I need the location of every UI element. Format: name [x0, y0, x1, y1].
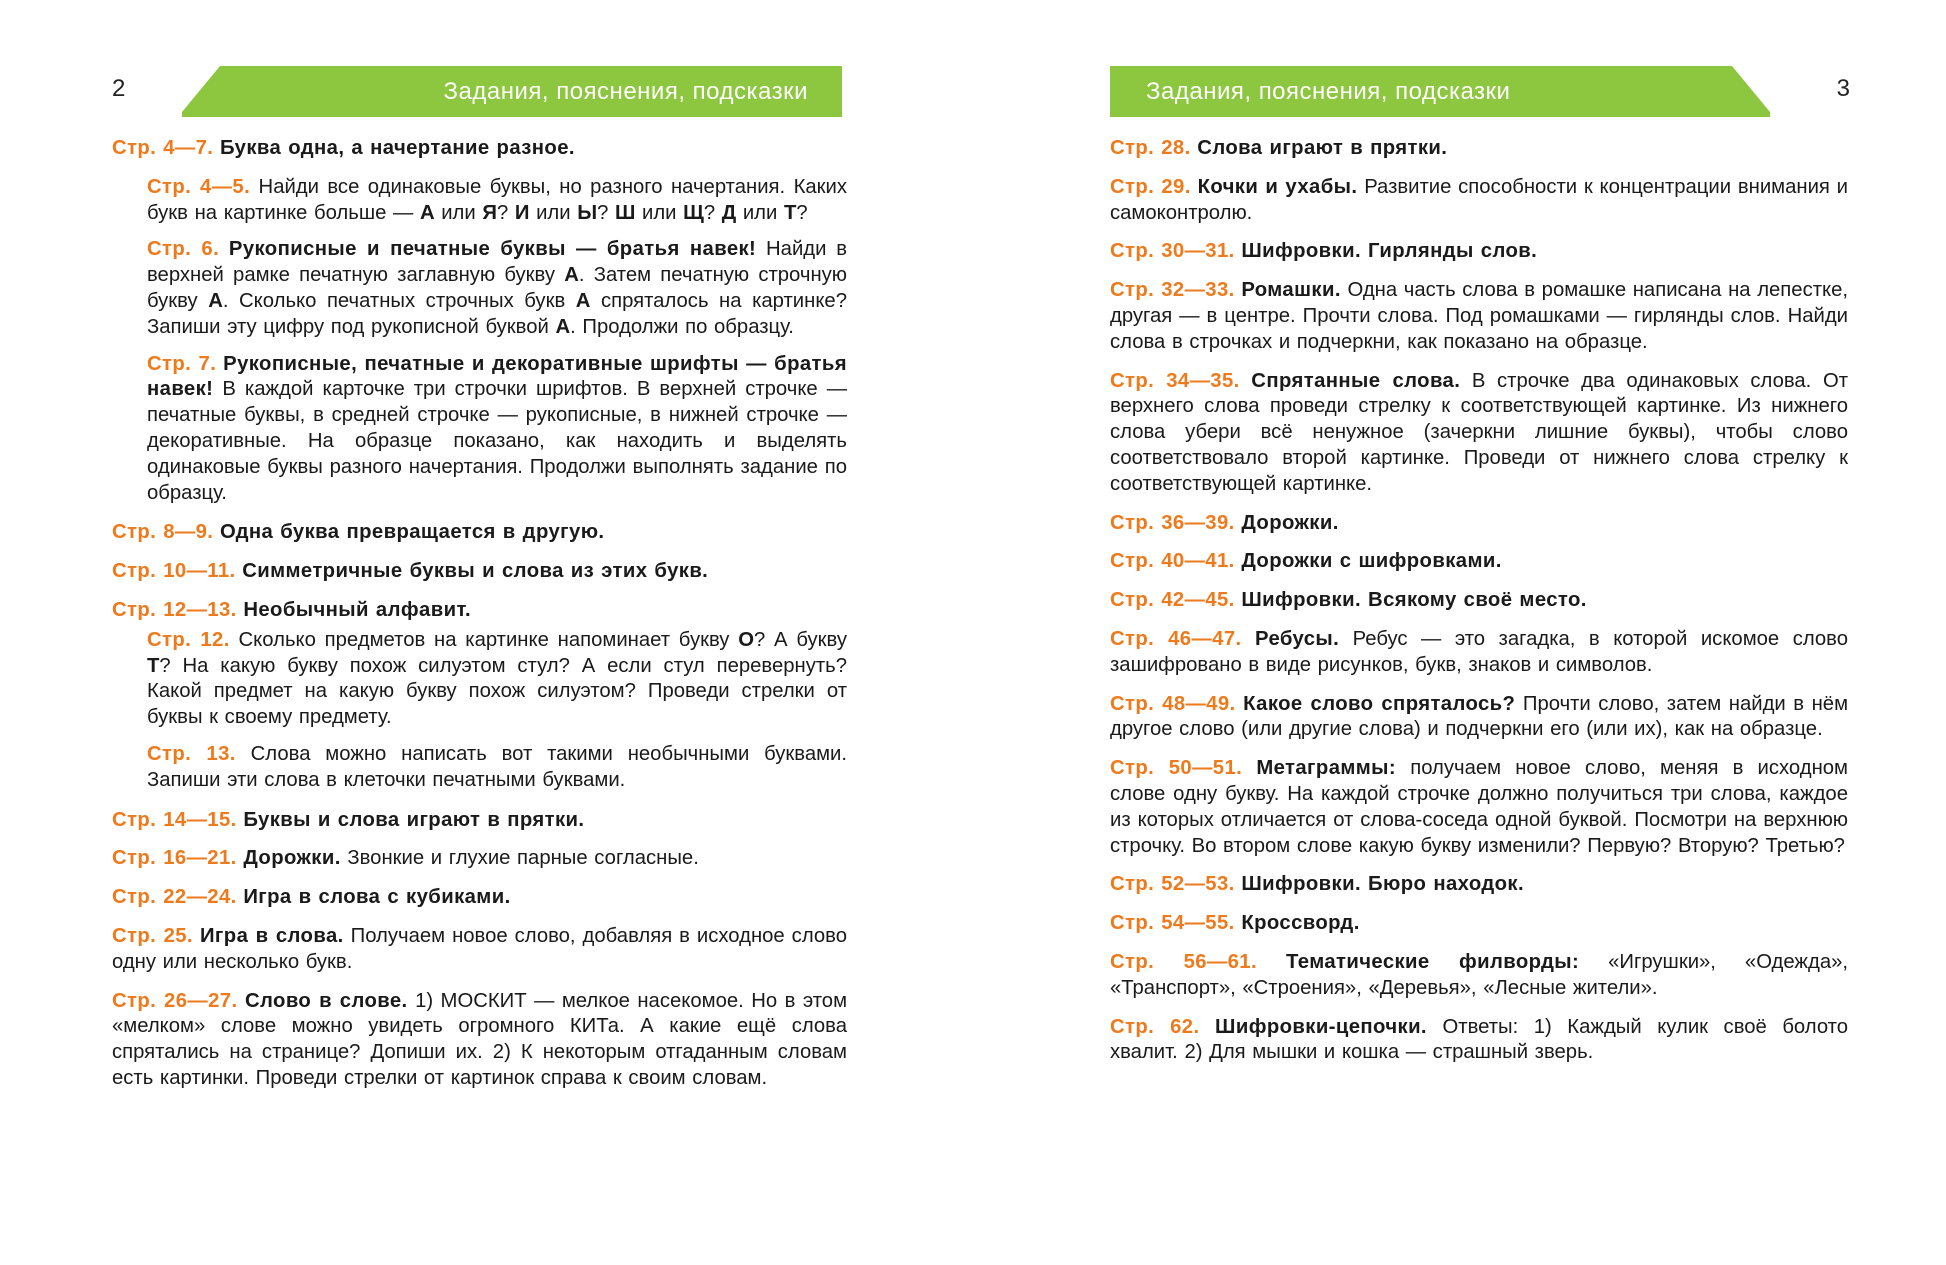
task-title: Дорожки. [1241, 511, 1339, 534]
task-text: Слова можно написать вот такими необычными буквами. Запиши эти слова в клеточки печатными буквами. [147, 742, 848, 791]
page-ref: Стр. 13. [147, 742, 236, 765]
page-ref: Стр. 7. [147, 352, 217, 375]
task-item [1110, 756, 1848, 859]
task-item [1110, 175, 1848, 227]
task-text: Ответы: 1) Каждый кулик своё болото хвалит. 2) Для мышки и кошка — страшный зверь. [1110, 1015, 1849, 1064]
task-item [112, 924, 847, 976]
page-ref: Стр. 52—53. [1110, 873, 1235, 896]
task-item [1110, 239, 1848, 265]
page-ref: Стр. 46—47. [1110, 627, 1242, 650]
task-item [112, 846, 847, 872]
page-ref: Стр. 50—51. [1110, 757, 1243, 780]
task-title: Игра в слова. [199, 924, 344, 947]
task-title: Рукописные, печатные и декоративные шрифты — братья навек! [147, 352, 847, 401]
task-item [1110, 627, 1848, 679]
header-title: Задания, пояснения, подсказки [443, 78, 808, 105]
task-text: «Игрушки», «Одежда», «Транспорт», «Строения», «Деревья», «Лесные жители». [1110, 950, 1849, 999]
page-number: 3 [1836, 75, 1850, 102]
page-ref: Стр. 32—33. [1110, 279, 1235, 302]
page-ref: Стр. 56—61. [1110, 950, 1258, 973]
page-ref: Стр. 48—49. [1110, 692, 1236, 715]
task-title: Кочки и ухабы. [1197, 175, 1358, 198]
task-title: Слово в слове. [244, 989, 408, 1012]
task-text: В строчке два одинаковых слова. От верхнего слова проведи стрелку к соответствующей картинке. Из нижнего слова убери всё ненужное (зачеркни лишние буквы), чтобы слово соответствовало второй картинке. Проведи от нижнего слова стрелку к соответствующей картинке. [1110, 369, 1849, 495]
task-title: Шифровки. Бюро находок. [1241, 873, 1525, 896]
task-title: Одна буква превращается в другую. [219, 521, 605, 544]
page-ref: Стр. 4—5. [147, 175, 251, 198]
task-text: 1) МОСКИТ — мелкое насекомое. Но в этом «мелком» слове можно увидеть огромного КИТа. А какие ещё слова спрятались на странице? Допиши их. 2) К некоторым отгаданным словам есть картинки. Проведи стрелки от картинок справа к своим словам. [112, 989, 848, 1089]
task-title: Шифровки. Всякому своё место. [1241, 589, 1587, 612]
task-title: Спрятанные слова. [1251, 369, 1461, 392]
page-ref: Стр. 14—15. [112, 808, 237, 831]
task-item [112, 989, 847, 1092]
task-text: В каждой карточке три строчки шрифтов. В верхней строчке — печатные буквы, в средней строчке — рукописные, в нижней строчке — декоративные. На образце показано, как находить и выделять одинаковые буквы разного начертания. Продолжи выполнять задание по образцу. [147, 378, 848, 504]
task-title: Дорожки с шифровками. [1241, 550, 1502, 573]
page-ref: Стр. 25. [112, 924, 193, 947]
page-ref: Стр. 36—39. [1110, 511, 1235, 534]
task-item [1110, 872, 1848, 898]
task-title: Ребусы. [1255, 627, 1340, 650]
right-content [1110, 136, 1848, 1079]
header-title: Задания, пояснения, подсказки [1146, 78, 1511, 105]
task-title: Слова играют в прятки. [1197, 137, 1448, 159]
page-ref: Стр. 30—31. [1110, 240, 1235, 263]
task-title: Кроссворд. [1241, 912, 1360, 935]
task-item [1110, 511, 1848, 537]
right-page [1110, 0, 1850, 1265]
task-title: Шифровки. Гирлянды слов. [1241, 240, 1538, 263]
page-ref: Стр. 6. [147, 238, 220, 261]
task-item [1110, 692, 1848, 744]
task-item [1110, 950, 1848, 1002]
task-text: Развитие способности к концентрации внимания и самоконтролю. [1110, 175, 1848, 224]
task-item [112, 520, 847, 546]
task-item [147, 352, 847, 507]
page-number: 2 [112, 75, 126, 102]
page-ref: Стр. 10—11. [112, 560, 236, 583]
task-item [112, 598, 847, 624]
task-item [147, 628, 847, 731]
page-ref: Стр. 40—41. [1110, 550, 1235, 573]
task-title: Рукописные и печатные буквы — братья навек! [228, 238, 757, 261]
task-title: Буква одна, а начертание разное. [219, 137, 575, 159]
page-ref: Стр. 62. [1110, 1015, 1200, 1038]
task-item [1110, 911, 1848, 937]
task-title: Дорожки. [243, 847, 341, 870]
task-item [112, 136, 847, 162]
task-title: Какое слово спряталось? [1243, 692, 1516, 715]
task-title: Шифровки-цепочки. [1215, 1015, 1427, 1038]
left-content [112, 136, 847, 1105]
page-ref: Стр. 16—21. [112, 847, 237, 870]
task-title: Тематические филворды: [1286, 950, 1580, 973]
task-item [112, 559, 847, 585]
task-item [1110, 278, 1848, 355]
task-item [1110, 588, 1848, 614]
page-ref: Стр. 54—55. [1110, 912, 1235, 935]
task-item [147, 237, 847, 340]
task-title: Необычный алфавит. [243, 598, 472, 621]
task-title: Ромашки. [1241, 279, 1341, 302]
task-title: Симметричные буквы и слова из этих букв. [242, 560, 709, 583]
header-banner [1110, 66, 1770, 118]
header-banner [182, 66, 842, 118]
page-ref: Стр. 12. [147, 628, 230, 651]
task-item [1110, 369, 1848, 498]
task-text: Прочти слово, затем найди в нём другое слово (или другие слова) и подчеркни его (или их), как на образце. [1110, 692, 1849, 741]
left-page [112, 0, 852, 1265]
page-ref: Стр. 4—7. [112, 137, 214, 159]
page-ref: Стр. 34—35. [1110, 369, 1240, 392]
task-text: Одна часть слова в ромашке написана на лепестке, другая — в центре. Прочти слова. Под ромашками — гирлянды слов. Найди слова в строчках и подчеркни, как показано на образце. [1110, 279, 1849, 353]
task-text: Получаем новое слово, добавляя в исходное слово одну или несколько букв. [112, 924, 847, 973]
task-item [147, 175, 847, 227]
task-item [1110, 549, 1848, 575]
task-title: Игра в слова с кубиками. [243, 886, 511, 909]
page-ref: Стр. 42—45. [1110, 589, 1235, 612]
task-text: Сколько предметов на картинке напоминает букву О? А букву Т? На какую букву похож силуэтом стул? А если стул перевернуть? Какой предмет на какую букву похож силуэтом? Проведи стрелки от буквы к своему предмету. [147, 628, 847, 729]
page-ref: Стр. 29. [1110, 175, 1191, 198]
page-ref: Стр. 8—9. [112, 521, 214, 544]
task-title: Метаграммы: [1256, 757, 1397, 780]
task-title: Буквы и слова играют в прятки. [243, 808, 585, 831]
page-ref: Стр. 22—24. [112, 886, 237, 909]
task-text: Ребус — это загадка, в которой искомое слово зашифровано в виде рисунков, букв, знаков и символов. [1110, 627, 1848, 676]
task-text: получаем новое слово, меняя в исходном слове одну букву. На каждой строчке должно получиться три слова, каждое из которых отличается от слова-соседа одной буквой. Посмотри на верхнюю строчку. Во втором слове какую букву изменили? Первую? Вторую? Третью? [1110, 757, 1848, 857]
page-ref: Стр. 28. [1110, 137, 1191, 159]
task-text: Найди все одинаковые буквы, но разного начертания. Каких букв на картинке больше — А или Я? И или Ы? Ш или Щ? Д или Т? [147, 175, 848, 224]
task-item [1110, 1015, 1848, 1067]
task-item [112, 885, 847, 911]
task-text: Найди в верхней рамке печатную заглавную букву А. Затем печатную строчную букву А. Сколько печатных строчных букв А спряталось на картинке? Запиши эту цифру под рукописной буквой А. Продолжи по образцу. [147, 238, 847, 338]
page-ref: Стр. 26—27. [112, 989, 238, 1012]
task-text: Звонкие и глухие парные согласные. [347, 847, 699, 870]
page-ref: Стр. 12—13. [112, 598, 237, 621]
task-item [112, 808, 847, 834]
task-item [147, 742, 847, 794]
task-item [1110, 136, 1848, 162]
